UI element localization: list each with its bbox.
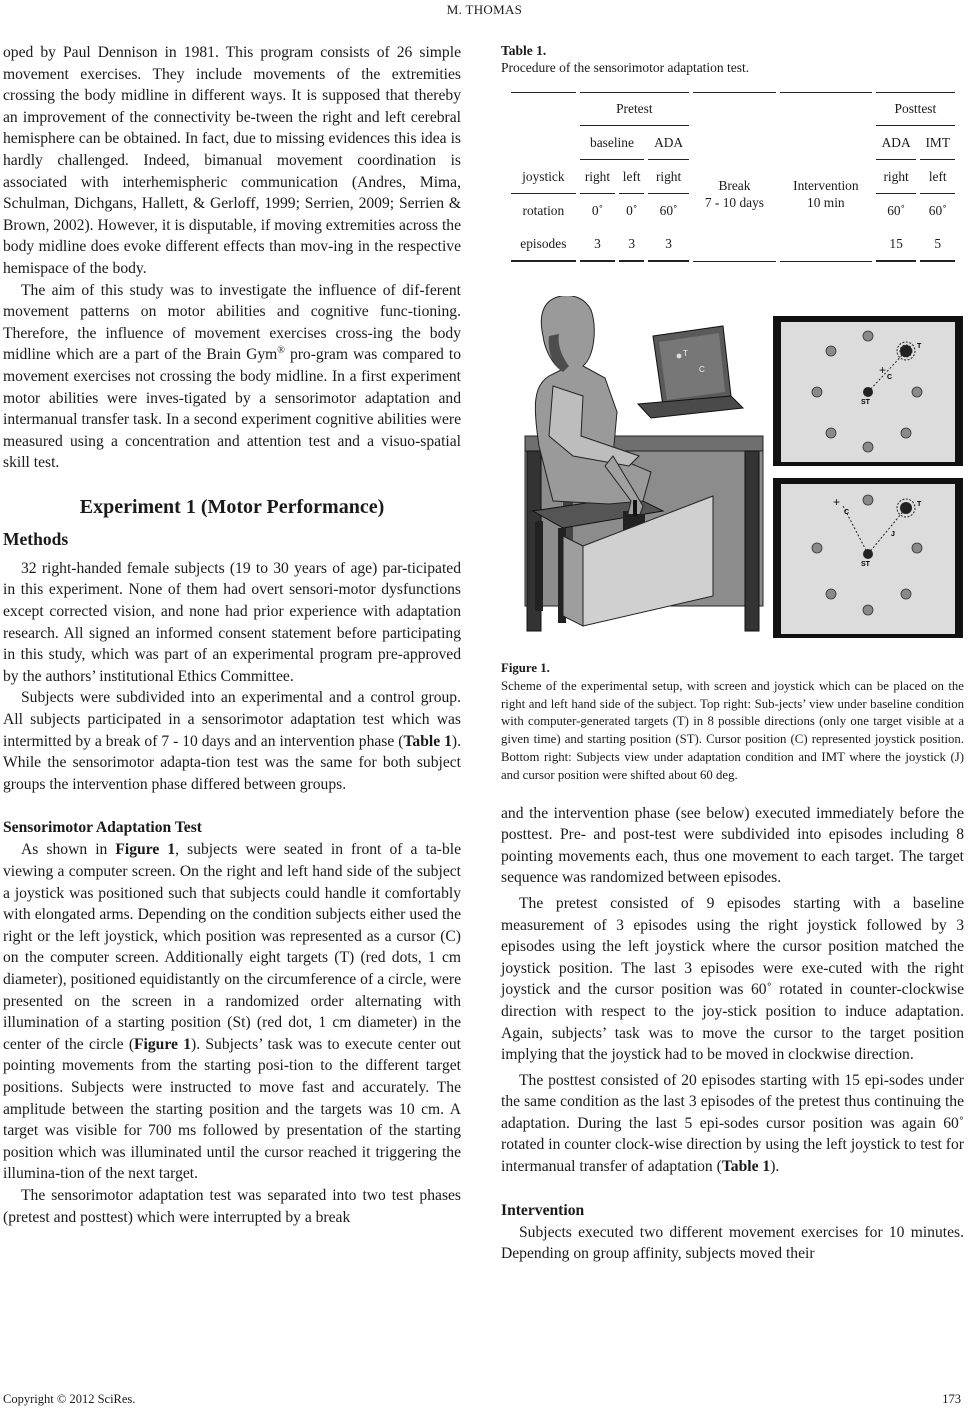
paragraph: Subjects were subdivided into an experimental and a control group. All subjects participated in a sensorimotor adaptation test which was intermitted by a break of 7 - 10 days and an intervention phase (Table 1). While the sensorimotor adapta-tion test was the same for both subject groups the intervention phase differed between groups.	[3, 689, 461, 793]
figure-caption	[501, 660, 964, 785]
table-header-pretest: Pretest	[580, 92, 689, 126]
table-cell	[511, 126, 576, 160]
table-cell: right	[876, 160, 917, 194]
page-number: 173	[942, 1392, 961, 1406]
running-head: M. THOMAS	[446, 2, 523, 17]
figure-label: Figure 1.	[501, 661, 550, 675]
table-header-ada: ADA	[648, 126, 689, 160]
registered-mark: ®	[277, 345, 285, 357]
table-cell: left	[920, 160, 955, 194]
table-intervention-cell: Intervention 10 min	[780, 126, 872, 262]
paragraph: As shown in Figure 1, subjects were seated in front of a ta-ble viewing a computer screen. On the right and left hand side of the subject a joystick was positioned such that subjects could handle it comfortably with elongated arms. Depending on the condition subjects either used the right or the left joystick, which position was represented as a cursor (C) on the computer screen. Additionally eight targets (T) (red dots, 1 cm diameter), positioned equidistantly on the circumference of a circle, were presented on the screen in a randomized order alternating with illumination of a starting position (St) (red dot, 1 cm diameter) in the center of the circle (Figure 1). Subjects’ task was to execute center out pointing movements from the starting posi-tion to the different target positions. Subjects were instructed to move fast and accurately. The amplitude between the starting position and the targets was 10 cm. A target was visible for 700 ms followed by presentation of the starting position which was illuminated until the cursor reached it triggering the illumina-tion of the next target.	[3, 841, 461, 1183]
table-cell: 3	[619, 228, 644, 262]
right-column	[501, 42, 964, 1265]
svg-text:+: +	[879, 363, 887, 377]
paragraph: The posttest consisted of 20 episodes starting with 15 epi-sodes under the same condition as the last 3 episodes of the pretest thus continuing the adaptation. During the last 5 epi-sodes cursor position was again 60˚ rotated in counter clock-wise direction by using the left joystick to test for intermanual transfer of adaptation (Table 1).	[501, 1071, 964, 1176]
paragraph: 32 right-handed female subjects (19 to 30 years of age) par-ticipated in this experiment. None of them had overt sensori-motor dysfunctions except corrected vision, and none had prior experience with adaptation research. All signed an informed consent statement before participating in this study, which was part of an experimental program pre-approved by the authors’ institutional Ethics Committee.	[3, 559, 461, 685]
paragraph: The pretest consisted of 9 episodes starting with a baseline measurement of 3 episodes using the right joystick followed by 3 episodes using the left joystick where the cursor position matched the joystick position. The last 3 episodes were exe-cuted with the right joystick and the cursor position was 60˚ rotated in counter-clockwise direction with respect to the joy-stick position to induce adaptation. Again, subjects’ task was to move the cursor to the target position implying that the joystick had to be moved in clockwise direction.	[501, 894, 964, 1064]
table-caption-text: Procedure of the sensorimotor adaptation test.	[501, 60, 750, 75]
experimental-setup-illustration	[513, 296, 963, 649]
methods-heading: Methods	[3, 528, 69, 549]
cursor-label: C	[887, 374, 893, 381]
table-cell: 60˚	[659, 203, 678, 219]
table-ref[interactable]: Table 1	[403, 732, 452, 750]
row-label: rotation	[522, 203, 565, 219]
table-cell	[780, 92, 872, 126]
paragraph: The sensorimotor adaptation test was separated into two test phases (pretest and posttest) which were interrupted by a break	[3, 1186, 461, 1226]
paragraph: oped by Paul Dennison in 1981. This program consists of 26 simple movement exercises. They include movements of the extremities crossing the body midline in different ways. It is supposed that thereby an improvement of the connectivity be-tween the right and left cerebral hemisphere can be obtained. In fact, due to missing evidences this idea is hardly challenged. Indeed, bimanual movement coordination is associated with interhemispheric communication (Andres, Mima, Schulman, Dichgans, Hallett, & Gerloff, 1999; Serrien, 2009; Serrien & Brown, 2002). However, it is disputable, if moving extremities across the body midline does evoke different effects than mov-ing in the respective hemispace of the body.	[3, 44, 461, 277]
table-cell: 60˚	[928, 203, 947, 219]
table-cell: 60˚	[887, 203, 906, 219]
figure-ref[interactable]: Figure 1	[134, 1035, 191, 1053]
start-label: ST	[861, 561, 870, 568]
table-cell: 3	[580, 228, 615, 262]
row-label: episodes	[511, 228, 576, 262]
table-header-baseline: baseline	[580, 126, 645, 160]
figure-caption-text: Scheme of the experimental setup, with screen and joystick which can be placed on the right and left hand side of the subject. Top right: Sub-jects’ view under baseline condition with computer-generated targets (T) in 8 possible directions (only one target visible at a given time) and starting position (ST). Cursor position (C) represented joystick position. Bottom right: Subjects view under adaptation condition and IMT where the joystick (J) and cursor position were shifted about 60 deg.	[501, 678, 964, 782]
copyright-notice: Copyright © 2012 SciRes.	[3, 1392, 136, 1406]
paragraph: Subjects executed two different movement exercises for 10 minutes. Depending on group affinity, subjects moved their	[501, 1223, 964, 1263]
table-cell: 0˚	[591, 203, 604, 219]
joystick-label: J	[891, 531, 895, 538]
procedure-table	[507, 92, 959, 262]
table-header-ada-post: ADA	[876, 126, 917, 160]
table-cell: right	[648, 160, 689, 194]
table-label: Table 1.	[501, 43, 547, 58]
table-cell: 5	[920, 228, 955, 262]
table-cell: 15	[876, 228, 917, 262]
section-title: Experiment 1 (Motor Performance)	[79, 495, 385, 518]
paragraph: and the intervention phase (see below) executed immediately before the posttest. Pre- and post-test were subdivided into episodes including 8 pointing movements each, thus one movement to each target. The target sequence was randomized between episodes.	[501, 804, 964, 887]
table-cell: left	[619, 160, 644, 194]
start-label: ST	[861, 399, 870, 406]
table-caption	[501, 42, 964, 76]
row-label: joystick	[511, 160, 576, 194]
target-label: T	[917, 501, 922, 508]
paragraph: The aim of this study was to investigate the influence of dif-ferent movement patterns on motor abilities and cognitive func-tioning. Therefore, the influence of movement exercises cross-ing the body midline which are a part of the Brain Gym® pro-gram was compared to movement exercises not crossing the body midline. In a first experiment motor abilities were inves-tigated by a sensorimotor adaptation and intermanual transfer task. In a second experiment cognitive abilities were measured using a concentration and attention test and a visuo-spatial skill test.	[3, 281, 461, 472]
svg-text:+: +	[833, 495, 841, 509]
left-column	[3, 42, 461, 1228]
table-cell: 0˚	[626, 203, 638, 219]
table-header-imt: IMT	[920, 126, 955, 160]
table-cell: right	[580, 160, 615, 194]
table-break-cell: Break 7 - 10 days	[693, 126, 776, 262]
target-label: T	[917, 343, 922, 350]
intervention-heading: Intervention	[501, 1201, 585, 1219]
figure-1	[501, 296, 964, 649]
table-cell	[511, 92, 576, 126]
laptop-target-label: T	[683, 349, 688, 358]
cursor-label: C	[844, 509, 850, 516]
figure-ref[interactable]: Figure 1	[115, 841, 176, 859]
laptop-cursor-label: C	[699, 365, 705, 374]
subsection-title: Sensorimotor Adaptation Test	[3, 819, 202, 837]
table-header-posttest: Posttest	[876, 92, 955, 126]
table-cell: 3	[648, 228, 689, 262]
table-ref[interactable]: Table 1	[721, 1158, 771, 1176]
table-cell	[693, 92, 776, 126]
